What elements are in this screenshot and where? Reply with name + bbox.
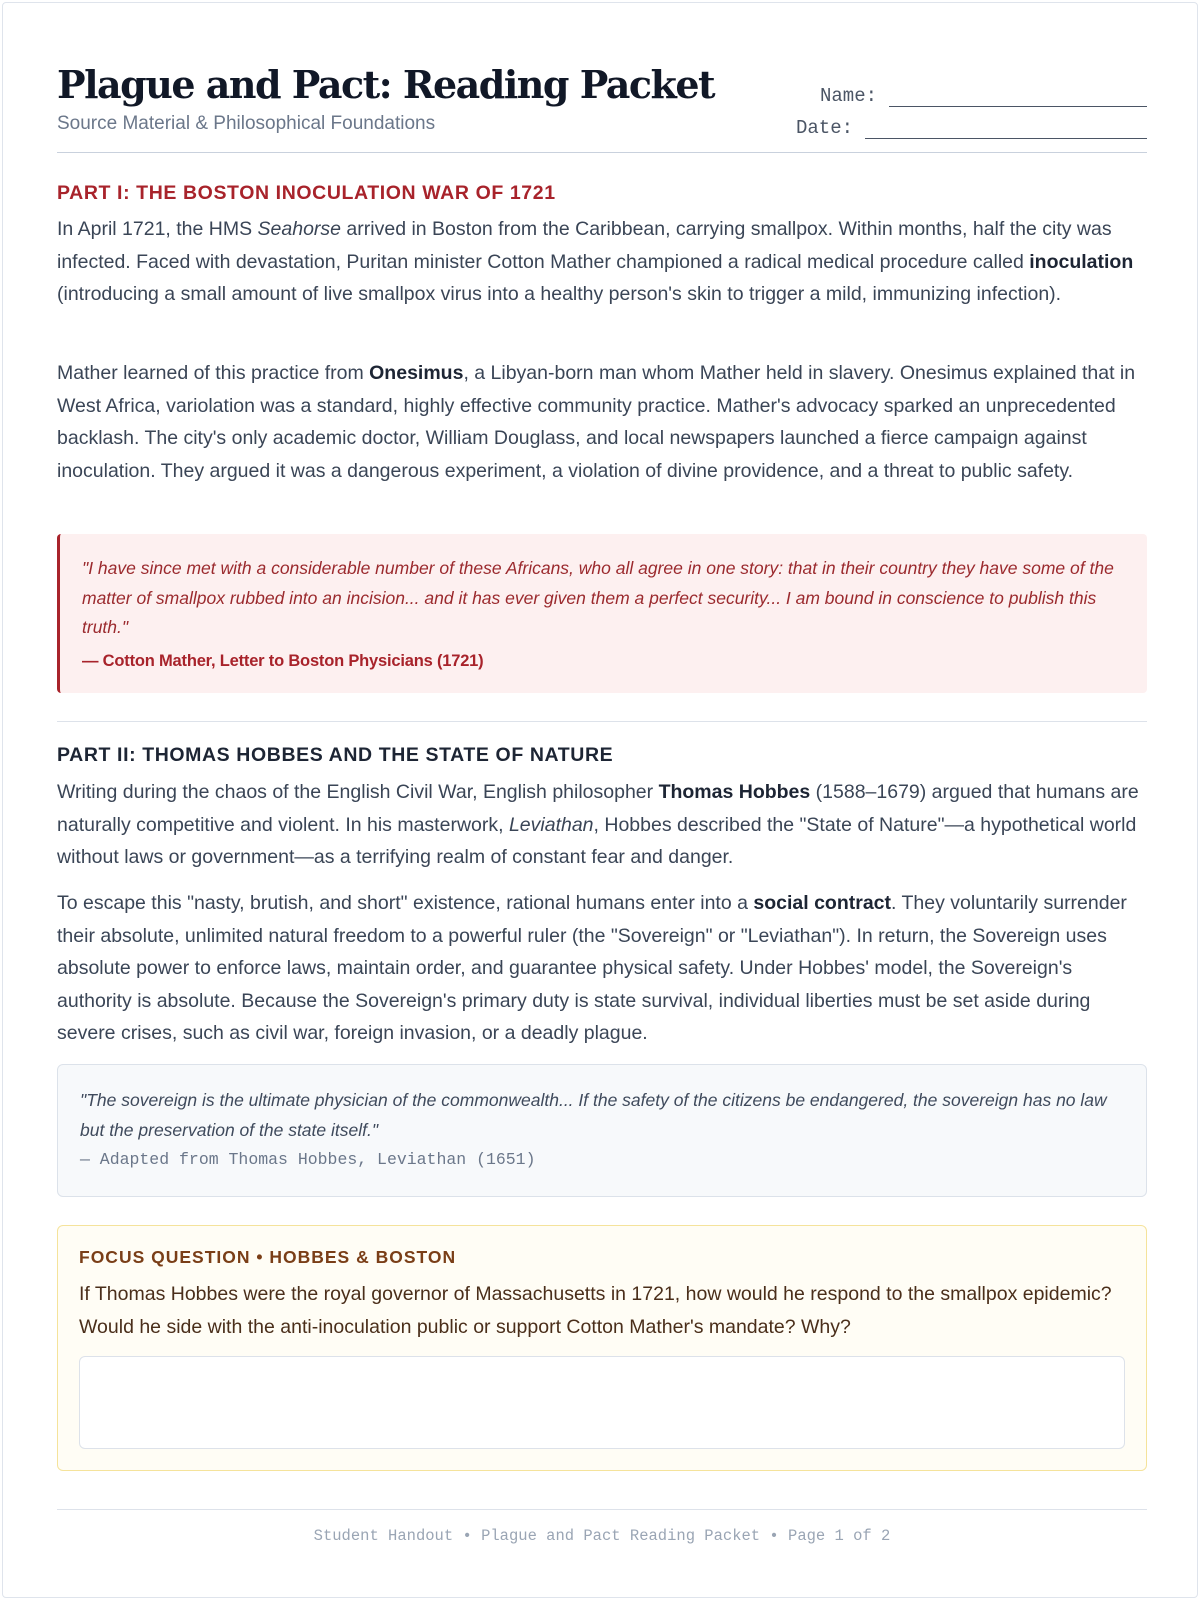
answer-box[interactable] xyxy=(79,1356,1125,1449)
focus-question-box xyxy=(57,1225,1147,1471)
date-label: Date: xyxy=(795,117,853,139)
text-span: To escape this "nasty, brutish, and short" existence, rational humans enter into a xyxy=(57,892,754,914)
text-span: , a Libyan-born man whom Mather held in slavery. Onesimus explained that in West Africa, variolation was a standard, highly effective community practice. Mather's advocacy sparked an unprecedented backlash. The city's only academic doctor, William Douglass, and local newspapers launched a fierce campaign against inoculation. They argued it was a dangerous experiment, a violation of divine providence, and a threat to public safety. xyxy=(57,362,1136,482)
name-label: Name: xyxy=(819,85,877,107)
text-span: In April 1721, the HMS xyxy=(57,218,258,240)
term-inoculation: inoculation xyxy=(1029,250,1134,273)
focus-question: If Thomas Hobbes were the royal governor of Massachusetts in 1721, how would he respond to the smallpox epidemic? Would he side with the anti-inoculation public or support Cotton Mather's mandate? Why? xyxy=(79,1283,1112,1338)
date-line xyxy=(865,117,1147,139)
work-title: Leviathan xyxy=(508,813,594,836)
date-field-row xyxy=(787,107,1147,139)
part2-heading: PART II: THOMAS HOBBES AND THE STATE OF NATURE xyxy=(57,744,614,766)
name-hobbes: Thomas Hobbes xyxy=(658,781,811,803)
part1-paragraph-1 xyxy=(57,213,1147,311)
quote-attribution: — Adapted from Thomas Hobbes, Leviathan (1651) xyxy=(80,1150,536,1169)
text-span: (introducing a small amount of live smallpox virus into a healthy person's skin to trigger a mild, immunizing infection). xyxy=(57,283,1062,305)
page-subtitle: Source Material & Philosophical Foundations xyxy=(57,113,436,134)
text-span: (1588–1679) argued that humans are naturally competitive and violent. In his masterwork, xyxy=(57,781,1139,836)
name-onesimus: Onesimus xyxy=(369,362,464,384)
text-span: arrived in Boston from the Caribbean, carrying smallpox. Within months, half the city was infected. Faced with devastation, Puritan minister Cotton Mather championed a radical medical procedure called xyxy=(57,218,1112,273)
name-line xyxy=(889,85,1147,107)
quote-text: "The sovereign is the ultimate physician of the commonwealth... If the safety of the citizens be endangered, the sovereign has no law but the preservation of the state itself." xyxy=(80,1090,1107,1140)
text-span: . They voluntarily surrender their absolute, unlimited natural freedom to a powerful ruler (the "Sovereign" or "Leviathan"). In return, the Sovereign uses absolute power to enforce laws, maintain order, and guarantee physical safety. Under Hobbes' model, the Sovereign's authority is absolute. Because the Sovereign's primary duty is state survival, individual liberties must be set aside during severe crises, such as civil war, foreign invasion, or a deadly plague. xyxy=(57,892,1127,1044)
focus-label: FOCUS QUESTION • HOBBES & BOSTON xyxy=(79,1247,457,1267)
mather-quote xyxy=(57,534,1147,693)
section-divider xyxy=(57,721,1147,722)
handout-page xyxy=(2,2,1198,1598)
term-social-contract: social contract xyxy=(753,892,892,914)
student-fields xyxy=(787,75,1147,139)
ship-name: Seahorse xyxy=(257,218,342,240)
footer-text: Student Handout • Plague and Pact Reading Packet • Page 1 of 2 xyxy=(313,1527,891,1545)
text-span: Writing during the chaos of the English Civil War, English philosopher xyxy=(57,781,659,803)
quote-text: "I have since met with a considerable number of these Africans, who all agree in one story: that in their country they have some of the matter of smallpox rubbed into an incision... and it has ever given them a perfect security... I am bound in conscience to publish this truth." xyxy=(82,558,1114,637)
part1-heading: PART I: THE BOSTON INOCULATION WAR OF 1721 xyxy=(57,182,556,204)
footer xyxy=(57,1509,1147,1561)
text-span: Mather learned of this practice from xyxy=(57,362,370,384)
part2-paragraph-2 xyxy=(57,887,1147,1050)
name-field-row xyxy=(787,75,1147,107)
part2-paragraph-1 xyxy=(57,776,1147,874)
text-span: , Hobbes described the "State of Nature"—a hypothetical world without laws or government—as a terrifying realm of constant fear and danger. xyxy=(57,813,1137,868)
hobbes-quote xyxy=(57,1064,1147,1197)
header xyxy=(57,61,1147,153)
quote-attribution: — Cotton Mather, Letter to Boston Physicians (1721) xyxy=(82,651,484,670)
page-title: Plague and Pact: Reading Packet xyxy=(57,62,715,107)
part1-paragraph-2 xyxy=(57,357,1147,487)
